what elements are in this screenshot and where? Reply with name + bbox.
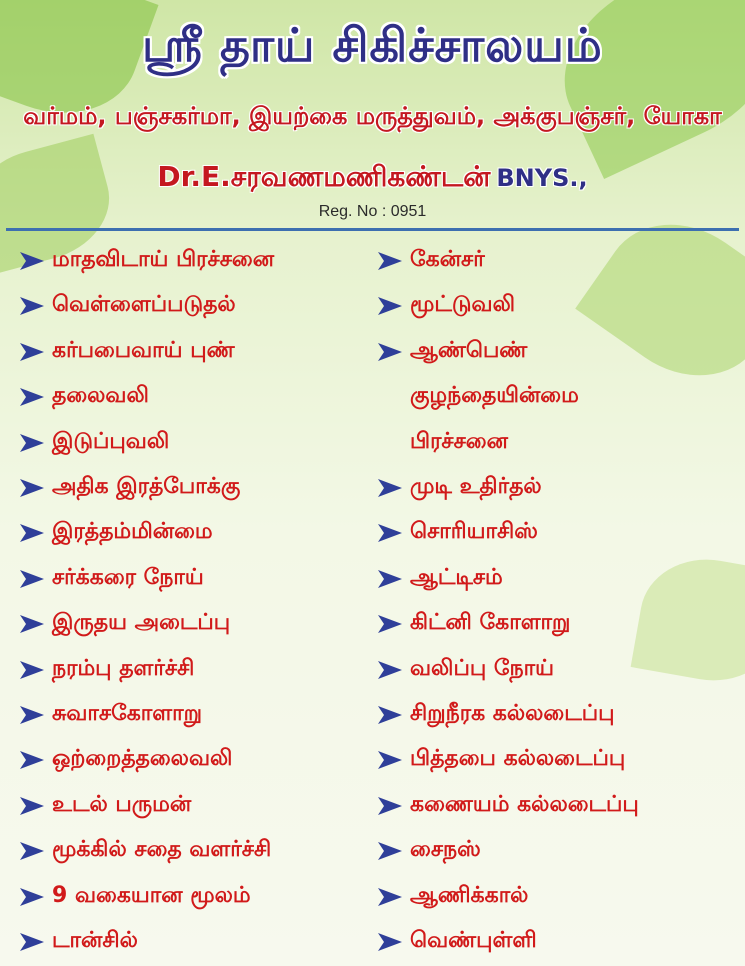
- list-item-label: மூக்கில் சதை வளர்ச்சி: [52, 837, 272, 863]
- arrow-bullet-icon: [18, 840, 46, 862]
- arrow-bullet-icon: [376, 659, 404, 681]
- list-item: [376, 919, 537, 965]
- list-item: [18, 420, 169, 466]
- list-item-label: முடி உதிர்தல்: [410, 474, 542, 499]
- list-item-label: ஒற்றைத்தலைவலி: [52, 746, 233, 772]
- list-item-label: வெள்ளைப்படுதல்: [52, 292, 236, 318]
- arrow-bullet-icon: [18, 432, 46, 454]
- arrow-bullet-icon: [18, 749, 46, 771]
- list-item-label: நரம்பு தளர்ச்சி: [52, 655, 195, 681]
- list-item: [376, 510, 538, 556]
- list-item-label: பிரச்சனை: [410, 428, 508, 454]
- list-item-label: ஆண்பெண்: [410, 337, 528, 363]
- list-item-label: குழந்தையின்மை: [410, 383, 579, 409]
- arrow-bullet-icon: [376, 931, 404, 953]
- arrow-bullet-icon: [376, 250, 404, 272]
- list-item-label: கர்பபைவாய் புண்: [52, 337, 235, 363]
- header: [0, 0, 745, 226]
- arrow-bullet-icon: [376, 886, 404, 908]
- arrow-bullet-icon: [376, 568, 404, 590]
- list-item-label: மாதவிடாய் பிரச்சனை: [52, 247, 275, 272]
- list-item: [18, 556, 204, 602]
- list-item-label: கணையம் கல்லடைப்பு: [410, 791, 639, 817]
- arrow-bullet-icon: [18, 386, 46, 408]
- list-item-label: பித்தபை கல்லடைப்பு: [410, 746, 626, 772]
- arrow-bullet-icon: [376, 477, 404, 499]
- list-item: [376, 692, 614, 738]
- list-item: [18, 601, 230, 647]
- doctor-degree: BNYS.,: [496, 164, 588, 192]
- list-item: [18, 692, 202, 738]
- list-item: [376, 283, 515, 329]
- list-item-label: வலிப்பு நோய்: [410, 655, 554, 681]
- list-item-label: டான்சில்: [52, 928, 138, 953]
- list-item: [18, 783, 191, 829]
- arrow-bullet-icon: [376, 704, 404, 726]
- list-item-label: இருதய அடைப்பு: [52, 610, 231, 636]
- list-item: [18, 465, 240, 511]
- list-item-label: இடுப்புவலி: [52, 428, 170, 454]
- list-item: [18, 919, 138, 965]
- arrow-bullet-icon: [18, 886, 46, 908]
- list-item: [18, 737, 232, 783]
- arrow-bullet-icon: [376, 795, 404, 817]
- registration-number: Reg. No : 0951: [318, 203, 427, 220]
- arrow-bullet-icon: [18, 704, 46, 726]
- list-item-label: கேன்சர்: [410, 247, 485, 272]
- list-item: [376, 874, 528, 920]
- list-item: [376, 828, 481, 874]
- list-item-label: கிட்னி கோளாறு: [410, 610, 571, 636]
- list-item: [18, 874, 251, 920]
- doctor-name: Dr.E.சரவணமணிகண்டன்: [157, 160, 491, 193]
- arrow-bullet-icon: [18, 568, 46, 590]
- arrow-bullet-icon: [376, 613, 404, 635]
- list-item-label: இரத்தம்மின்மை: [52, 519, 213, 545]
- doctor-line: [0, 160, 745, 197]
- arrow-bullet-icon: [18, 250, 46, 272]
- list-item-label: சர்க்கரை நோய்: [52, 564, 204, 590]
- list-item: [18, 238, 274, 284]
- list-item: [376, 601, 570, 647]
- arrow-bullet-icon: [376, 522, 404, 544]
- list-item-label: சிறுநீரக கல்லடைப்பு: [410, 701, 615, 726]
- list-item: [376, 238, 485, 284]
- list-item-label: 9 வகையான மூலம்: [52, 882, 251, 908]
- arrow-bullet-icon: [18, 477, 46, 499]
- list-item: [376, 647, 554, 693]
- list-item: [18, 283, 236, 329]
- list-item-label: மூட்டுவலி: [410, 292, 515, 318]
- list-item-label: உடல் பருமன்: [52, 791, 192, 817]
- list-item-label: அதிக இரத்போக்கு: [52, 474, 241, 499]
- list-item-label: வெண்புள்ளி: [410, 928, 537, 953]
- arrow-bullet-icon: [18, 341, 46, 363]
- list-item: [18, 647, 194, 693]
- list-item: [18, 828, 271, 874]
- arrow-bullet-icon: [376, 341, 404, 363]
- services-line: வர்மம், பஞ்சகர்மா, இயற்கை மருத்துவம், அக்குபஞ்சர், யோகா: [23, 102, 722, 130]
- list-item: [18, 510, 213, 556]
- arrow-bullet-icon: [376, 295, 404, 317]
- list-item: [376, 420, 508, 466]
- list-item-label: சொரியாசிஸ்: [410, 519, 538, 545]
- list-item: [18, 374, 149, 420]
- list-item: [376, 556, 503, 602]
- list-item: [376, 783, 639, 829]
- list-item: [376, 737, 625, 783]
- list-item: [376, 329, 527, 375]
- arrow-bullet-icon: [18, 522, 46, 544]
- arrow-bullet-icon: [18, 613, 46, 635]
- list-item-label: சைநஸ்: [410, 837, 481, 863]
- arrow-bullet-icon: [18, 295, 46, 317]
- list-item: [376, 465, 542, 511]
- leaf-shape: [631, 549, 745, 691]
- arrow-bullet-icon: [376, 749, 404, 771]
- list-item: [376, 374, 579, 420]
- arrow-bullet-icon: [18, 795, 46, 817]
- list-item-label: ஆணிக்கால்: [410, 882, 529, 908]
- list-item-label: ஆட்டிசம்: [410, 564, 503, 590]
- divider: [6, 228, 739, 231]
- list-item: [18, 329, 235, 375]
- clinic-title: ஸ்ரீ தாய் சிகிச்சாலயம்: [142, 18, 603, 72]
- arrow-bullet-icon: [376, 840, 404, 862]
- list-item-label: சுவாசகோளாறு: [52, 701, 203, 726]
- arrow-bullet-icon: [18, 659, 46, 681]
- list-item-label: தலைவலி: [52, 383, 149, 409]
- arrow-bullet-icon: [18, 931, 46, 953]
